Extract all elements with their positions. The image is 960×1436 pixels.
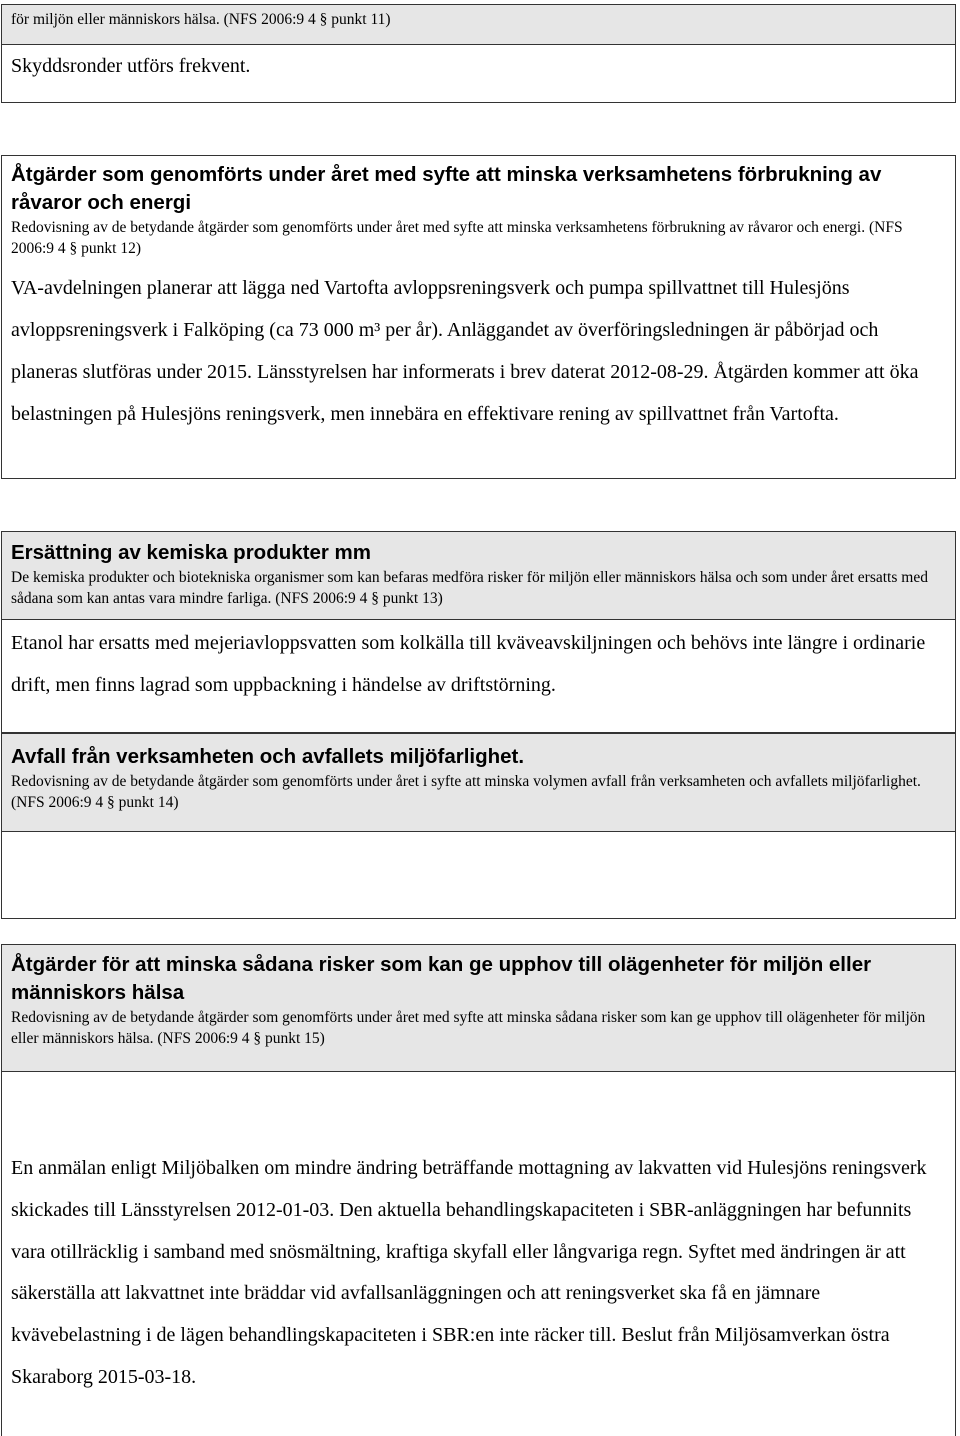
section-body: En anmälan enligt Miljöbalken om mindre ändring beträffande mottagning av lakvatten vid Hulesjöns reningsverk skickades till Länsstyrelsen 2012-01-03. Den aktuella behandlingskapaciteten i SBR-anläggningen har befunnits vara otillräcklig i samband med snösmältning, kraftiga skyfall eller långvariga regn. Syftet med ändringen är att säkerställa att lakvattnet inte bräddar vid avfallsanläggningen och att reningsverket ska få en jämnare kvävebelastning i de lägen behandlingskapaciteten i SBR:en inte räcker till. Beslut från Miljösamverkan östra Skaraborg 2015-03-18. (11, 1157, 927, 1388)
top-fragment-text: för miljön eller människors hälsa. (NFS 2006:9 4 § punkt 11) (11, 11, 391, 28)
section-waste-body (1, 831, 956, 919)
section-description: Redovisning av de betydande åtgärder som genomförts under året med syfte att minska sådana risker som kan ge upphov till olägenheter för miljön eller människors hälsa. (NFS 2006:9 4 § punkt 15) (11, 1009, 926, 1047)
section-body: VA-avdelningen planerar att lägga ned Vartofta avloppsreningsverk och pumpa spillvattnet till Hulesjöns avloppsreningsverk i Falköping (ca 73 000 m³ per år). Anläggandet av överföringsledningen är påbörjad och planeras slutföras under 2015. Länsstyrelsen har informerats i brev daterat 2012-08-29. Åtgärden kommer att öka belastningen på Hulesjöns reningsverk, men innebära en effektivare rening av spillvattnet från Vartofta. (11, 277, 919, 425)
section-waste-header (1, 733, 956, 832)
section-risks-body (1, 1071, 956, 1436)
top-body-text: Skyddsronder utförs frekvent. (11, 55, 251, 77)
top-fragment-box (1, 4, 956, 45)
section-risks-header (1, 944, 956, 1072)
section-chemicals-body (1, 619, 956, 733)
section-heading: Avfall från verksamheten och avfallets miljöfarlighet. (11, 745, 525, 768)
section-heading: Åtgärder som genomförts under året med syfte att minska verksamhetens förbrukning av råvaror och energi (11, 163, 882, 214)
section-body: Etanol har ersatts med mejeriavloppsvatten som kolkälla till kväveavskiljningen och behövs inte längre i ordinarie drift, men finns lagrad som uppbackning i händelse av driftstörning. (11, 632, 926, 696)
section-chemicals-header (1, 531, 956, 620)
top-body-box (1, 44, 956, 103)
section-description: De kemiska produkter och biotekniska organismer som kan befaras medföra risker för miljön eller människors hälsa och som under året ersatts med sådana som kan antas vara mindre farliga. (NFS 2006:9 4 § punkt 13) (11, 569, 928, 607)
section-description: Redovisning av de betydande åtgärder som genomförts under året med syfte att minska verksamhetens förbrukning av råvaror och energi. (NFS 2006:9 4 § punkt 12) (11, 219, 903, 257)
section-description: Redovisning av de betydande åtgärder som genomförts under året i syfte att minska volymen avfall från verksamheten och avfallets miljöfarlighet. (NFS 2006:9 4 § punkt 14) (11, 773, 921, 811)
section-raw-materials (1, 155, 956, 479)
section-heading: Åtgärder för att minska sådana risker som kan ge upphov till olägenheter för miljön eller människors hälsa (11, 953, 872, 1004)
section-heading: Ersättning av kemiska produkter mm (11, 541, 372, 564)
